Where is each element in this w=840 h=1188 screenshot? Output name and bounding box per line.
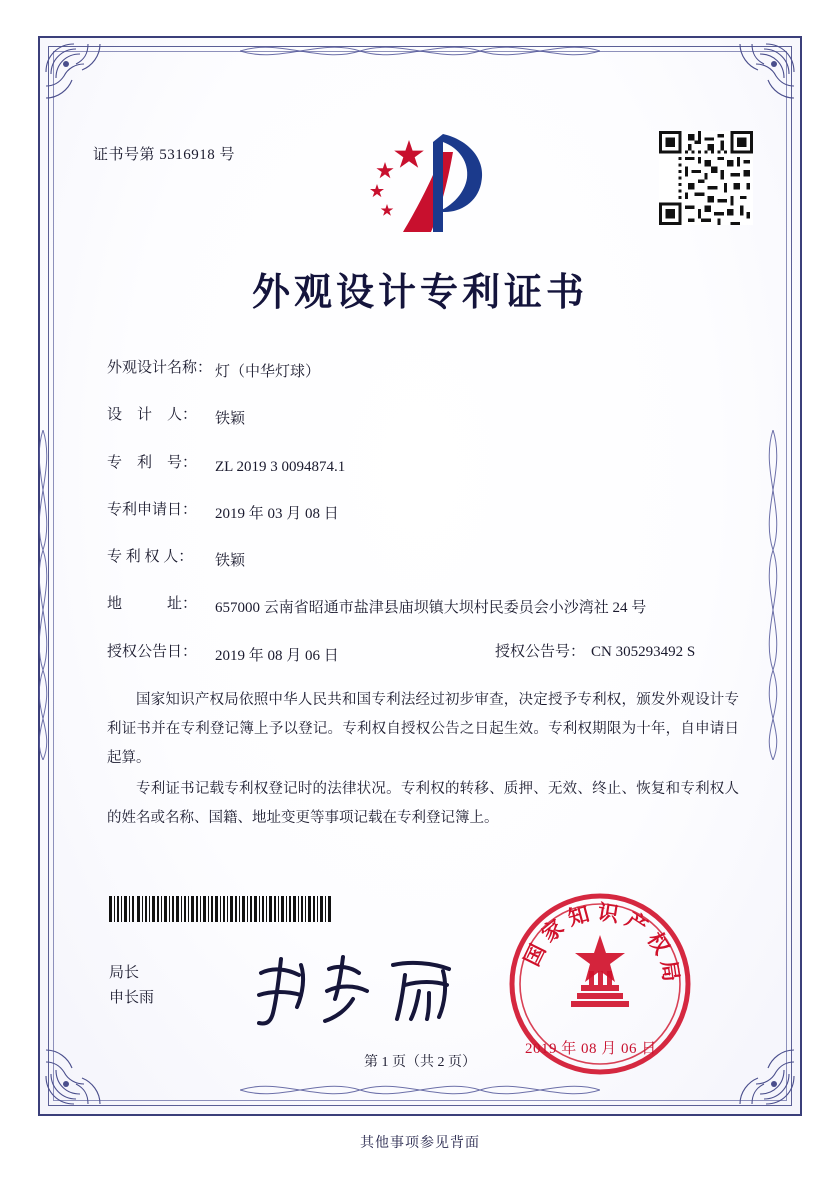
field-label: 授权公告日： — [107, 643, 198, 660]
field-row-address — [107, 597, 737, 620]
signature-name: 申长雨 — [109, 989, 155, 1006]
field-value: 2019 年 03 月 08 日 — [215, 505, 339, 522]
field-label: 专 利 权 人： — [107, 549, 194, 565]
field-row-design-name — [107, 361, 737, 384]
field-label: 设 计 人： — [107, 407, 198, 424]
field-row-designer — [107, 408, 737, 431]
signature-block — [109, 961, 154, 1011]
certificate-number: 证书号第 5316918 号 — [93, 147, 236, 163]
paragraph: 专利证书记载专利权登记时的法律状况。专利权的转移、质押、无效、终止、恢复和专利权人的姓名或名称、国籍、地址变更等事项记载在专利登记簿上。 — [107, 781, 739, 826]
field-row-patent-number — [107, 456, 737, 479]
legal-text — [107, 686, 739, 835]
page-title: 外观设计专利证书 — [251, 272, 588, 314]
field-label: 专 利 号： — [107, 454, 198, 471]
field-value: 铁颖 — [215, 553, 246, 569]
field-value: 2019 年 08 月 06 日 — [215, 647, 339, 664]
field-value: 灯（中华灯球） — [215, 364, 321, 380]
signature-title: 局长 — [109, 965, 140, 981]
field-list — [107, 361, 737, 692]
field-label: 地 址： — [107, 596, 198, 613]
footnote: 其他事项参见背面 — [360, 1136, 480, 1151]
field-row-patentee — [107, 550, 737, 573]
field-row-grant-announcement — [107, 645, 737, 668]
field-value: ZL 2019 3 0094874.1 — [215, 458, 346, 475]
certificate-content — [53, 51, 787, 1101]
field-value-secondary: CN 305293492 S — [591, 643, 696, 660]
handwritten-signature — [243, 951, 473, 1031]
field-label: 外观设计名称： — [107, 360, 213, 376]
page-indicator: 第 1 页（共 2 页） — [364, 1055, 476, 1070]
barcode-icon — [109, 896, 333, 922]
field-label-secondary: 授权公告号： — [495, 643, 586, 660]
field-value: 657000 云南省昭通市盐津县庙坝镇大坝村民委员会小沙湾社 24 号 — [215, 600, 647, 617]
svg-text:国家知识产权局: 国家知识产权局 — [519, 899, 685, 989]
seal-date: 2019 年 08 月 06 日 — [525, 1041, 657, 1057]
field-row-application-date — [107, 503, 737, 526]
field-value: 铁颖 — [215, 411, 246, 428]
qr-code-icon — [659, 131, 753, 225]
field-label: 专利申请日： — [107, 501, 198, 518]
paragraph: 国家知识产权局依照中华人民共和国专利法经过初步审查，决定授予专利权，颁发外观设计专利证书并在专利登记簿上予以登记。专利权自授权公告之日起生效。专利权期限为十年，自申请日起算。 — [107, 692, 739, 766]
cnipa-logo-icon — [357, 126, 493, 246]
